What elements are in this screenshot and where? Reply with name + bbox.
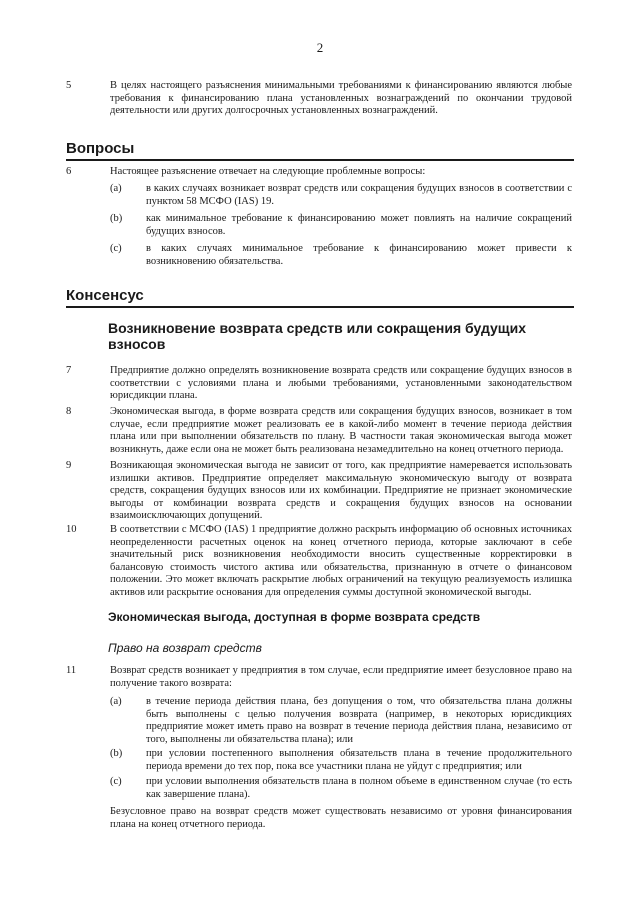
paragraph-text: Настоящее разъяснение отвечает на следующие проблемные вопросы: xyxy=(110,166,426,177)
paragraph-number: 11 xyxy=(66,665,77,676)
list-item-text: в каких случаях минимальное требование к финансированию может привести к возникновению обязательства. xyxy=(146,243,572,267)
list-item-text: при условии постепенного выполнения обязательств плана в течение продолжительного периода времени до тех пор, пока все участники плана не уйдут с предприятия; или xyxy=(146,748,572,772)
italic-heading-right-to-refund: Право на возврат средств xyxy=(108,641,262,655)
paragraph-number: 6 xyxy=(66,166,72,177)
list-item-letter: (b) xyxy=(110,748,123,759)
paragraph-text: Экономическая выгода, в форме возврата средств или сокращения будущих взносов, возникает в том случае, если предприятие может реализовать ее в какой-либо момент в течение периода действия плана или при выполнении обязательств по плану. В частности такая экономическая выгода может возникнуть, даже если она не может быть реализована незамедлительно на конец отчетного периода. xyxy=(110,406,572,455)
list-item-letter: (c) xyxy=(110,243,122,254)
paragraph-text: В целях настоящего разъяснения минимальными требованиями к финансированию являются любые требования к финансированию плана установленных вознаграждений по окончании трудовой деятельности или других долгосрочных установленных вознаграждений. xyxy=(110,80,572,116)
paragraph-number: 9 xyxy=(66,460,72,471)
list-item-text: в каких случаях возникает возврат средств или сокращения будущих взносов в соответствии с пунктом 58 МСФО (IAS) 19. xyxy=(146,183,572,207)
subheading-refund-or-reduction: Возникновение возврата средств или сокращения будущих взносов xyxy=(108,320,526,352)
paragraph-text: Предприятие должно определять возникновение возврата средств или сокращение будущих взносов в соответствии с условиями плана и любыми требованиями, установленными законодательством юрисдикции плана. xyxy=(110,365,572,401)
list-item-text: при условии выполнения обязательств плана в полном объеме в единственном случае (то есть как завершение плана). xyxy=(146,776,572,800)
list-item-letter: (a) xyxy=(110,183,122,194)
page-number: 2 xyxy=(316,40,324,55)
list-item-letter: (a) xyxy=(110,696,122,707)
paragraph-text: Возникающая экономическая выгода не зависит от того, как предприятие намеревается использовать излишки активов. Предприятие определяет максимальную экономическую выгоду от возврата средств, сокращения будущих взносов или их комбинации. Предприятие не признает экономические выгоды от комбинации возврата средств и сокращения будущих взносов на основании взаимоисключающих допущений. xyxy=(110,460,572,521)
list-item-letter: (b) xyxy=(110,213,123,224)
subheading-economic-benefit: Экономическая выгода, доступная в форме возврата средств xyxy=(108,610,481,624)
list-item-text: в течение периода действия плана, без допущения о том, что обязательства плана должны быть выполнены с целью получения возврата (например, в некоторых юрисдикциях предприятие может иметь право на возврат в течение периода действия плана, независимо от того, выполнены ли обязательства плана); или xyxy=(146,696,572,745)
section-heading-questions: Вопросы xyxy=(66,140,574,161)
list-item-text: как минимальное требование к финансированию может повлиять на наличие сокращений будущих взносов. xyxy=(146,213,572,237)
paragraph-number: 10 xyxy=(66,524,77,535)
section-heading-consensus: Консенсус xyxy=(66,287,574,308)
paragraph-text: В соответствии с МСФО (IAS) 1 предприятие должно раскрыть информацию об основных источниках неопределенности расчетных оценок на конец отчетного периода, которые заключают в себе значительный риск возникновения необходимости вносить существенные корректировки в балансовую стоимость чистого актива или обязательства, признанную в отчете о финансовом положении. Это может включать раскрытие любых ограничений на текущую реализуемость излишка активов или раскрытие основания для определения суммы доступной экономической выгоды. xyxy=(110,524,572,598)
paragraph-number: 7 xyxy=(66,365,72,376)
list-item-letter: (c) xyxy=(110,776,122,787)
paragraph-number: 8 xyxy=(66,406,72,417)
paragraph-text: Возврат средств возникает у предприятия в том случае, если предприятие имеет безусловное право на получение такого возврата: xyxy=(110,665,572,689)
paragraph-text: Безусловное право на возврат средств может существовать независимо от уровня финансирования плана на конец отчетного периода. xyxy=(110,806,572,830)
paragraph-number: 5 xyxy=(66,80,72,91)
